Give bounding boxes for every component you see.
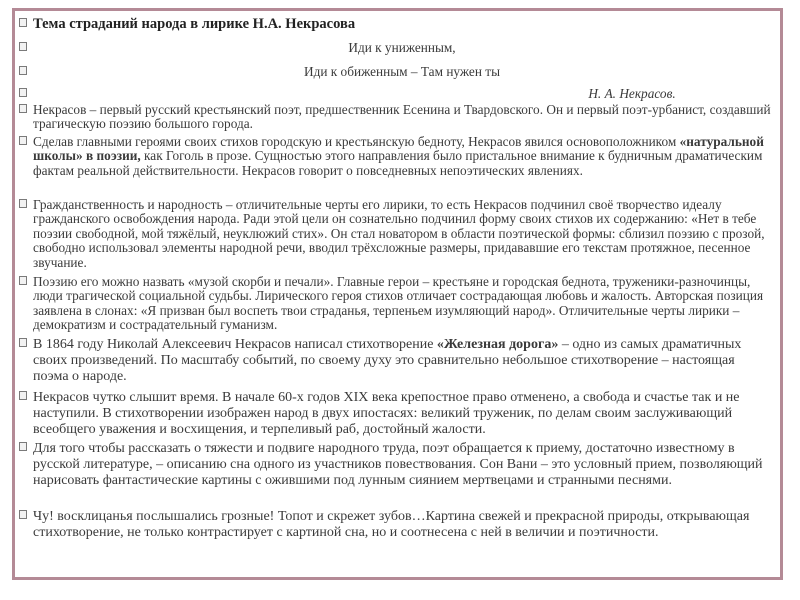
paragraph-2 bbox=[33, 135, 771, 178]
bullet-icon bbox=[19, 136, 27, 145]
paragraph-5 bbox=[33, 337, 771, 384]
epigraph-line-2-text: Иди к обиженным – Там нужен ты bbox=[303, 64, 501, 79]
slide-title bbox=[33, 17, 771, 31]
bullet-icon bbox=[19, 276, 27, 285]
paragraph-7-text: Для того чтобы рассказать о тяжести и подвиге народного труда, поэт обращается к приему, достаточно известному в русской литературе, – описанию сна одного из участников повествования. Сон Вани – это условный прием, позволяющий нарисовать фантастические картины с ожившими под лунным сиянием мертвецами и странными песнями. bbox=[33, 441, 763, 488]
epigraph-author bbox=[33, 87, 800, 101]
paragraph-6-text: Некрасов чутко слышит время. В начале 60-х годов XIX века крепостное право отменено, а свобода и счастье так и не наступили. В стихотворении изображен народ в двух ипостасях: великий труженик, по делам своим заслуживающий всеобщего уважения и восхищения, и терпеливый раб, достойный жалости. bbox=[33, 390, 740, 437]
paragraph-2-bold: «натуральной школы» в поэзии, bbox=[33, 134, 764, 164]
title-text: Тема страданий народа в лирике Н.А. Некрасова bbox=[33, 16, 356, 32]
paragraph-3-text: Гражданственность и народность – отличительные черты его лирики, то есть Некрасов подчинил своё творчество идеалу гражданского освобождения народа. Ради этой цели он сознательно подчинил форму своих стихов их содержанию: «Нет в тебе поэзии свободной, мой тяжёлый, неуклюжий стих». Он стал новатором в области поэтической формы: сблизил поэзию с прозой, свободно использовал элементы народной речи, вводил трёхсложные размеры, придававшие его текстам протяжное, песенное звучание. bbox=[33, 197, 765, 270]
paragraph-1 bbox=[33, 103, 771, 132]
epigraph-line-1 bbox=[33, 41, 771, 55]
paragraph-5-text-end: – одно из самых драматичных своих произведений. По масштабу событий, по своему духу это сравнительно небольшое стихотворение – настоящая поэма о народе. bbox=[33, 337, 742, 384]
paragraph-2-text-end: как Гоголь в прозе. Сущностью этого направления было пристальное внимание к будничным драматическим фактам реальной действительности. Некрасов говорит о повседневных непоэтических явлениях. bbox=[33, 148, 763, 178]
bullet-icon bbox=[19, 442, 27, 451]
paragraph-6 bbox=[33, 390, 771, 437]
paragraph-7 bbox=[33, 441, 771, 488]
bullet-icon bbox=[19, 66, 27, 75]
paragraph-4-text: Поэзию его можно назвать «музой скорби и печали». Главные герои – крестьяне и городская беднота, труженики-разночинцы, люди трагической социальной судьбы. Лирического героя стихов отличает сострадающая любовь и жалость. Авторская позиция заявлена в слонах: «Я призван был воспеть твои страданья, терпеньем изумляющий народ». Отличительные черты лирики – демократизм и сострадательный гуманизм. bbox=[33, 274, 764, 333]
slide-frame bbox=[12, 8, 783, 580]
epigraph-line-2 bbox=[33, 65, 771, 79]
paragraph-5-text: В 1864 году Николай Алексеевич Некрасов написал стихотворение bbox=[33, 337, 437, 352]
paragraph-4 bbox=[33, 275, 771, 333]
bullet-icon bbox=[19, 391, 27, 400]
paragraph-5-bold: «Железная дорога» bbox=[436, 337, 559, 352]
bullet-icon bbox=[19, 510, 27, 519]
paragraph-1-text: Некрасов – первый русский крестьянский поэт, предшественник Есенина и Твардовского. Он и первый поэт-урбанист, создавший трагическую поэзию большого города. bbox=[33, 102, 771, 132]
paragraph-2-text: Сделав главными героями своих стихов городскую и крестьянскую бедноту, Некрасов явился основоположником bbox=[33, 134, 680, 149]
bullet-icon bbox=[19, 104, 27, 113]
paragraph-3 bbox=[33, 198, 771, 270]
paragraph-8-text: Чу! восклицанья послышались грозные! Топот и скрежет зубов…Картина свежей и прекрасной природы, открывающая стихотворение, не только контрастирует с картиной сна, но и соотнесена с ней в величии и поэтичности. bbox=[33, 509, 750, 540]
epigraph-author-text: Н. А. Некрасов. bbox=[588, 86, 676, 101]
paragraph-8 bbox=[33, 509, 771, 541]
bullet-icon bbox=[19, 18, 27, 27]
bullet-icon bbox=[19, 199, 27, 208]
bullet-icon bbox=[19, 338, 27, 347]
epigraph-line-1-text: Иди к униженным, bbox=[348, 40, 456, 55]
bullet-icon bbox=[19, 42, 27, 51]
bullet-icon bbox=[19, 88, 27, 97]
